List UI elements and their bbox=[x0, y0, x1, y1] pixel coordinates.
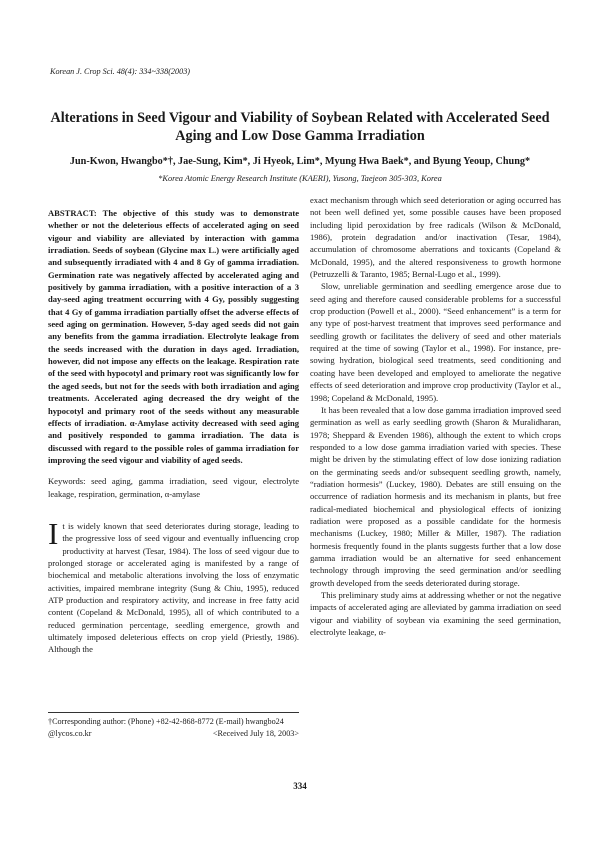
author-list: Jun-Kwon, Hwangbo*†, Jae-Sung, Kim*, Ji Hyeok, Lim*, Myung Hwa Baek*, and Byung Yeoup, Chung* bbox=[69, 156, 531, 167]
introduction-paragraph bbox=[48, 515, 299, 656]
left-column bbox=[48, 207, 299, 656]
email-domain: @lycos.co.kr bbox=[48, 728, 92, 738]
drop-cap: I bbox=[48, 515, 59, 551]
paragraph-mechanisms: exact mechanism through which seed deterioration or aging occurred has not been well defined yet, some possible causes have been proposed including lipid peroxidation by free radicals (Wilson & McDonald, 1986), protein degradation and/or inactivation (Tesar, 1984), accumulation of chromosome aberrations and toxicants (Copeland & McDonald, 1995), and the altered responsiveness to growth hormone (Petruzzelli & Taranto, 1985; Bernal-Lugo et al., 1999). bbox=[310, 195, 561, 280]
right-column bbox=[310, 194, 561, 638]
intro-text: t is widely known that seed deteriorates during storage, leading to the progressive loss of seed vigour and eventually influencing crop productivity at harvest (Tesar, 1984). The loss of seed vigour due to prolonged storage or accelerated aging is manifested by a range of biochemical and metabolic alterations involving the loss of enzymatic activities, impaired membrane integrity (Sung & Chiu, 1995), reduced ATP production and respiratory activity, and increase in free fatty acid content (Copeland & McDonald, 1995), all of which contributed to a reduced germination percentage, seedling emergence, growth and ultimately imposed deleterious effects on crop yield (Priestly, 1986). Although the bbox=[48, 520, 299, 655]
abstract: ABSTRACT: The objective of this study was to demonstrate whether or not the deleterious effects of accelerated aging on seed vigour and viability are alleviated by interaction with gamma irradiation. Seeds of soybean (Glycine max L.) were artificially aged and subsequently irradiated with 4 and 8 Gy of gamma irradiation. Germination rate was negatively affected by accelerated aging and positively by gamma irradiation, with a positive interaction of a 3 day-seed aging treatment occurring with 4 Gy, possibly suggesting that 4 Gy of gamma irradiation partially offset the adverse effects of seed aging on germination. However, 5-day aged seeds did not gain any benefits from the gamma irradiation. Electrolyte leakage from the seeds increased with the duration in days aged. Irradiation, however, did not impose any effects on the leakage. Respiration rate of the seed with hypocotyl and primary root was significantly low for the aged seeds, but not for the seeds with both irradiation and aging treatments. Accelerated aging decreased the dry weight of the hypocotyl and primary root of the seeds without any measurable effects of irradiation. α-Amylase activity decreased with seed aging and positively responded to gamma irradiation. The data is discussed with regard to the possible roles of gamma irradiation for improving the seed vigour and viability of aged seeds. bbox=[48, 208, 299, 465]
footnote-row bbox=[48, 728, 299, 740]
paper-title: Alterations in Seed Vigour and Viability of Soybean Related with Accelerated Seed Aging and Low Dose Gamma Irradiation bbox=[50, 110, 550, 144]
affiliation: *Korea Atomic Energy Research Institute (KAERI), Yusong, Taejeon 305-303, Korea bbox=[158, 174, 442, 183]
page-number: 334 bbox=[293, 781, 307, 791]
paragraph-seed-enhancement: Slow, unreliable germination and seedling emergence arose due to seed aging and therefore caused considerable problems for a successful crop production (Powell et al., 2000). “Seed enhancement” is a term for any type of post-harvest treatment that improves seed performance and seedling growth or facilitates the delivery of seed and other materials required at the time of sowing (Taylor et al., 1998). For instance, pre-sowing hydration, biological seed treatments, seed conditioning and coating have been developed and employed to ameliorate the negative effects of seed deterioration and improve crop productivity (Taylor et al., 1998; Copeland & McDonald, 1995). bbox=[310, 281, 561, 403]
received-date: <Received July 18, 2003> bbox=[212, 728, 299, 738]
corresponding-author: †Corresponding author: (Phone) +82-42-868-8772 (E-mail) hwangbo24 bbox=[48, 717, 284, 726]
keywords: Keywords: seed aging, gamma irradiation, seed vigour, electrolyte leakage, respiration, germination, α-amylase bbox=[48, 476, 299, 499]
paragraph-study-aim: This preliminary study aims at addressing whether or not the negative impacts of accelerated aging are alleviated by gamma irradiation on seed vigour and viability of soybean via examining the seed germination, electrolyte leakage, α- bbox=[310, 590, 561, 638]
journal-citation: Korean J. Crop Sci. 48(4): 334~338(2003) bbox=[50, 67, 191, 76]
paragraph-radiation-hormesis: It has been revealed that a low dose gamma irradiation improved seed germination as well as early seedling growth (Sharon & Muralidharan, 1978; Sheppard & Evenden 1986), although the extent to which crops responded to a low dose gamma irradiation varied with species. These might be driven by the stimulating effect of low dose ionizing radiation on the germinating seeds and/or subsequent seedling growth, namely, “radiation hormesis” (Luckey, 1980). Debates are still ensuing on the occurrence of radiation hormesis and its mechanism in plants, but free radical-mediated biochemical and physiological effects of ionizing radiation were proposed as a possible candidate for the hormesis mechanisms (Luckey, 1980; Miller & Miller, 1987). The radiation hormesis frequently found in the plants suggests further that a low dose gamma irradiation would be an alternative for seed enhancement technology through improving the seed germination and/or seedling growth developed from the seeds deteriorated during storage. bbox=[310, 404, 561, 588]
footnote bbox=[48, 712, 299, 739]
